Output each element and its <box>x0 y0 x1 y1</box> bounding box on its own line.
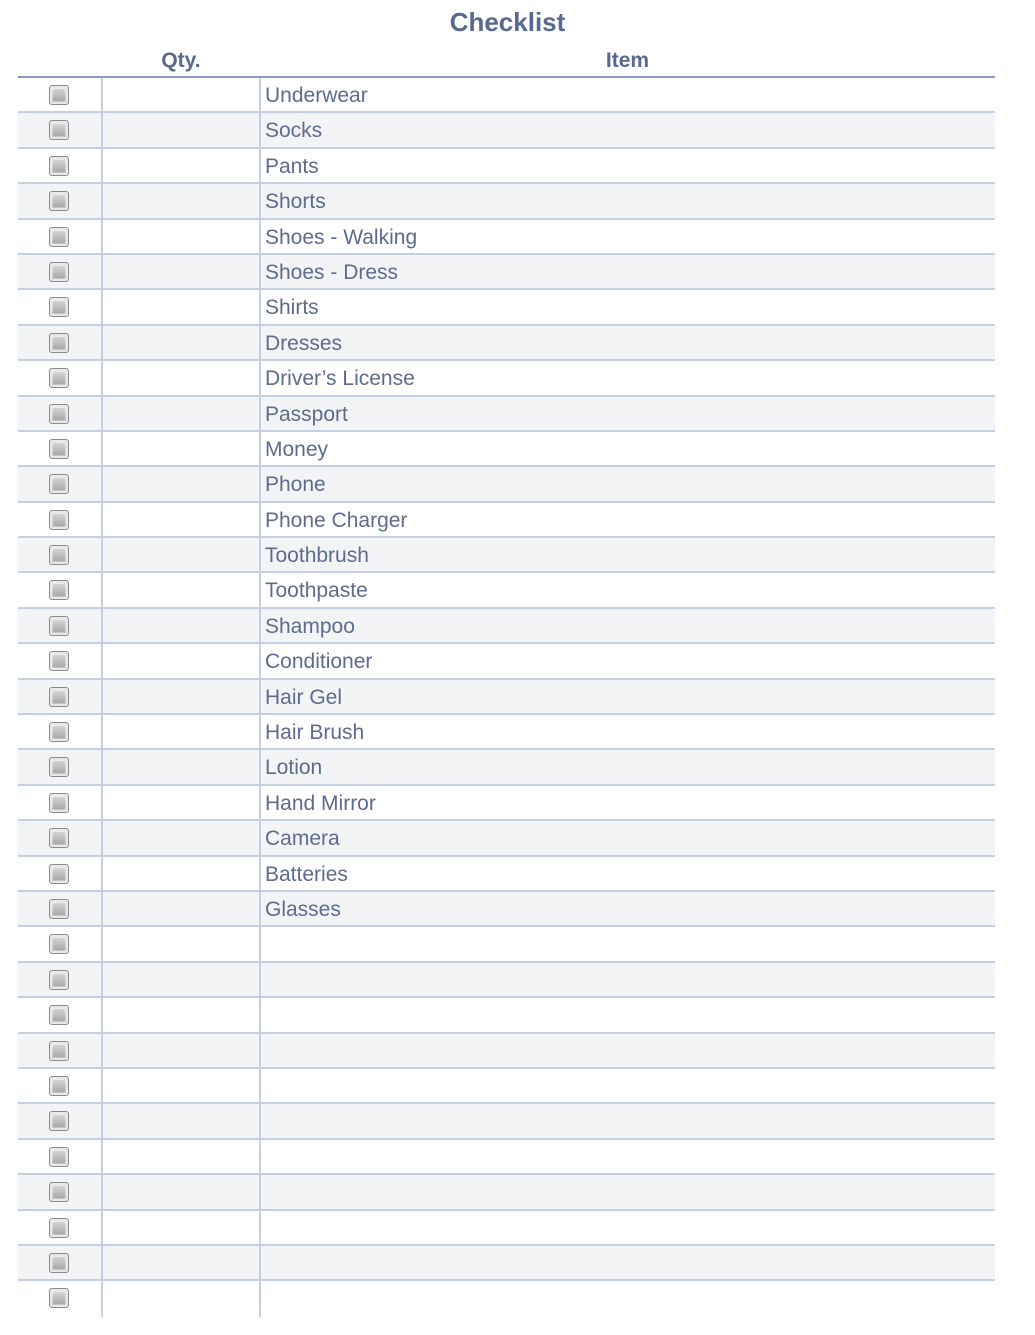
item-checkbox[interactable] <box>49 793 69 813</box>
item-checkbox[interactable] <box>49 85 69 105</box>
qty-cell[interactable] <box>103 1104 261 1137</box>
qty-cell[interactable] <box>103 467 261 500</box>
item-cell[interactable]: Batteries <box>265 862 348 886</box>
qty-cell[interactable] <box>103 1069 261 1102</box>
item-checkbox[interactable] <box>49 1111 69 1131</box>
item-checkbox[interactable] <box>49 970 69 990</box>
table-row <box>18 609 995 644</box>
checkbox-cell <box>18 821 103 854</box>
item-checkbox[interactable] <box>49 899 69 919</box>
item-cell[interactable]: Dresses <box>265 331 343 355</box>
item-cell[interactable]: Conditioner <box>265 650 373 674</box>
qty-cell[interactable] <box>103 715 261 748</box>
item-checkbox[interactable] <box>49 439 69 459</box>
qty-cell[interactable] <box>103 361 261 394</box>
item-cell[interactable]: Shirts <box>265 296 319 320</box>
item-checkbox[interactable] <box>49 687 69 707</box>
item-cell[interactable]: Money <box>265 437 329 461</box>
item-cell[interactable] <box>265 963 995 996</box>
table-row <box>18 786 995 821</box>
item-cell[interactable] <box>265 998 995 1031</box>
checkbox-cell <box>18 255 103 288</box>
item-cell[interactable]: Lotion <box>265 756 323 780</box>
item-cell[interactable]: Shorts <box>265 190 326 214</box>
qty-cell[interactable] <box>103 786 261 819</box>
item-checkbox[interactable] <box>49 262 69 282</box>
checkbox-cell <box>18 1246 103 1279</box>
table-row <box>18 927 995 962</box>
item-checkbox[interactable] <box>49 227 69 247</box>
checkbox-cell <box>18 1069 103 1102</box>
qty-cell[interactable] <box>103 857 261 890</box>
checkbox-cell <box>18 963 103 996</box>
item-column-header: Item <box>605 49 650 72</box>
qty-cell[interactable] <box>103 432 261 465</box>
item-checkbox[interactable] <box>49 120 69 140</box>
checkbox-cell <box>18 857 103 890</box>
qty-cell[interactable] <box>103 573 261 606</box>
item-checkbox[interactable] <box>49 1076 69 1096</box>
item-cell[interactable]: Toothpaste <box>265 579 368 603</box>
qty-cell[interactable] <box>103 680 261 713</box>
item-cell[interactable]: Hair Brush <box>265 721 365 745</box>
item-cell[interactable] <box>265 1246 995 1279</box>
checkbox-cell <box>18 609 103 642</box>
item-checkbox[interactable] <box>49 1147 69 1167</box>
table-row <box>18 1104 995 1139</box>
checkbox-cell <box>18 680 103 713</box>
checkbox-cell <box>18 326 103 359</box>
qty-cell[interactable] <box>103 998 261 1031</box>
qty-cell[interactable] <box>103 149 261 182</box>
checkbox-cell <box>18 1281 103 1316</box>
checkbox-cell <box>18 750 103 783</box>
table-row <box>18 1175 995 1210</box>
checkbox-cell <box>18 1034 103 1067</box>
table-row <box>18 326 995 361</box>
checkbox-cell <box>18 573 103 606</box>
checkbox-cell <box>18 892 103 925</box>
item-cell[interactable]: Hair Gel <box>265 685 343 709</box>
item-checkbox[interactable] <box>49 580 69 600</box>
table-row <box>18 1211 995 1246</box>
qty-cell[interactable] <box>103 821 261 854</box>
table-row <box>18 857 995 892</box>
qty-cell[interactable] <box>103 290 261 323</box>
qty-cell[interactable] <box>103 1140 261 1173</box>
table-row <box>18 680 995 715</box>
item-cell[interactable]: Shoes - Walking <box>265 225 418 249</box>
item-cell[interactable]: Driver’s License <box>265 367 415 391</box>
table-row <box>18 892 995 927</box>
item-checkbox[interactable] <box>49 722 69 742</box>
checkbox-cell <box>18 538 103 571</box>
table-row <box>18 963 995 998</box>
item-cell[interactable]: Passport <box>265 402 348 426</box>
checkbox-cell <box>18 503 103 536</box>
table-row <box>18 1281 995 1316</box>
checklist-table <box>18 78 995 1317</box>
item-checkbox[interactable] <box>49 191 69 211</box>
table-row <box>18 184 995 219</box>
item-cell[interactable]: Socks <box>265 119 323 143</box>
table-row <box>18 821 995 856</box>
qty-cell[interactable] <box>103 255 261 288</box>
qty-cell[interactable] <box>103 184 261 217</box>
checkbox-cell <box>18 1140 103 1173</box>
checkbox-cell <box>18 220 103 253</box>
table-row <box>18 78 995 113</box>
item-cell[interactable] <box>265 927 995 960</box>
item-checkbox[interactable] <box>49 404 69 424</box>
checkbox-cell <box>18 1211 103 1244</box>
item-checkbox[interactable] <box>49 156 69 176</box>
table-header <box>18 46 995 78</box>
qty-cell[interactable] <box>103 963 261 996</box>
item-cell[interactable]: Camera <box>265 827 340 851</box>
item-cell[interactable]: Pants <box>265 154 319 178</box>
item-cell[interactable] <box>265 1175 995 1208</box>
table-row <box>18 715 995 750</box>
checkbox-cell <box>18 715 103 748</box>
checkbox-cell <box>18 644 103 677</box>
qty-column-header: Qty. <box>161 49 201 72</box>
item-cell[interactable] <box>265 1211 995 1244</box>
item-cell[interactable]: Hand Mirror <box>265 791 376 815</box>
qty-cell[interactable] <box>103 1246 261 1279</box>
table-row <box>18 1140 995 1175</box>
table-row <box>18 538 995 573</box>
item-checkbox[interactable] <box>49 297 69 317</box>
qty-cell[interactable] <box>103 644 261 677</box>
qty-cell[interactable] <box>103 1211 261 1244</box>
table-row <box>18 573 995 608</box>
checkbox-cell <box>18 113 103 146</box>
table-row <box>18 750 995 785</box>
qty-cell[interactable] <box>103 1034 261 1067</box>
checkbox-cell <box>18 432 103 465</box>
item-checkbox[interactable] <box>49 1218 69 1238</box>
item-checkbox[interactable] <box>49 616 69 636</box>
checkbox-cell <box>18 1104 103 1137</box>
checkbox-cell <box>18 184 103 217</box>
item-checkbox[interactable] <box>49 1182 69 1202</box>
item-checkbox[interactable] <box>49 368 69 388</box>
item-cell[interactable]: Shampoo <box>265 614 355 638</box>
table-row <box>18 113 995 148</box>
item-checkbox[interactable] <box>49 1005 69 1025</box>
qty-cell[interactable] <box>103 892 261 925</box>
item-checkbox[interactable] <box>49 828 69 848</box>
item-cell[interactable]: Toothbrush <box>265 544 369 568</box>
qty-cell[interactable] <box>103 397 261 430</box>
checkbox-cell <box>18 361 103 394</box>
table-row <box>18 432 995 467</box>
item-checkbox[interactable] <box>49 474 69 494</box>
table-row <box>18 397 995 432</box>
qty-cell[interactable] <box>103 538 261 571</box>
item-cell[interactable]: Phone <box>265 473 326 497</box>
qty-cell[interactable] <box>103 220 261 253</box>
table-row <box>18 467 995 502</box>
checkbox-cell <box>18 290 103 323</box>
table-row <box>18 1246 995 1281</box>
table-row <box>18 503 995 538</box>
item-checkbox[interactable] <box>49 864 69 884</box>
item-cell[interactable] <box>265 1140 995 1173</box>
item-cell[interactable] <box>265 1104 995 1137</box>
qty-cell[interactable] <box>103 1175 261 1208</box>
item-cell[interactable]: Phone Charger <box>265 508 408 532</box>
checkbox-cell <box>18 397 103 430</box>
qty-cell[interactable] <box>103 927 261 960</box>
checkbox-cell <box>18 149 103 182</box>
item-cell[interactable] <box>265 1281 995 1316</box>
qty-cell[interactable] <box>103 503 261 536</box>
checkbox-cell <box>18 1175 103 1208</box>
table-row <box>18 290 995 325</box>
item-checkbox[interactable] <box>49 757 69 777</box>
checkbox-cell <box>18 786 103 819</box>
item-checkbox[interactable] <box>49 1288 69 1308</box>
table-row <box>18 255 995 290</box>
qty-cell[interactable] <box>103 326 261 359</box>
item-checkbox[interactable] <box>49 545 69 565</box>
qty-cell[interactable] <box>103 78 261 111</box>
item-checkbox[interactable] <box>49 333 69 353</box>
item-checkbox[interactable] <box>49 1041 69 1061</box>
table-row <box>18 644 995 679</box>
table-row <box>18 998 995 1033</box>
item-checkbox[interactable] <box>49 510 69 530</box>
item-checkbox[interactable] <box>49 934 69 954</box>
item-cell[interactable]: Shoes - Dress <box>265 260 399 284</box>
table-row <box>18 1034 995 1069</box>
qty-cell[interactable] <box>103 750 261 783</box>
table-row <box>18 149 995 184</box>
qty-cell[interactable] <box>103 113 261 146</box>
item-cell[interactable]: Glasses <box>265 897 341 921</box>
checkbox-cell <box>18 927 103 960</box>
item-checkbox[interactable] <box>49 1253 69 1273</box>
qty-cell[interactable] <box>103 609 261 642</box>
checkbox-cell <box>18 78 103 111</box>
item-cell[interactable] <box>265 1034 995 1067</box>
table-row <box>18 361 995 396</box>
checkbox-cell <box>18 467 103 500</box>
item-checkbox[interactable] <box>49 651 69 671</box>
checkbox-cell <box>18 998 103 1031</box>
item-cell[interactable] <box>265 1069 995 1102</box>
table-row <box>18 220 995 255</box>
item-cell[interactable]: Underwear <box>265 84 368 107</box>
table-row <box>18 1069 995 1104</box>
qty-cell[interactable] <box>103 1281 261 1316</box>
page-title: Checklist <box>449 7 566 37</box>
